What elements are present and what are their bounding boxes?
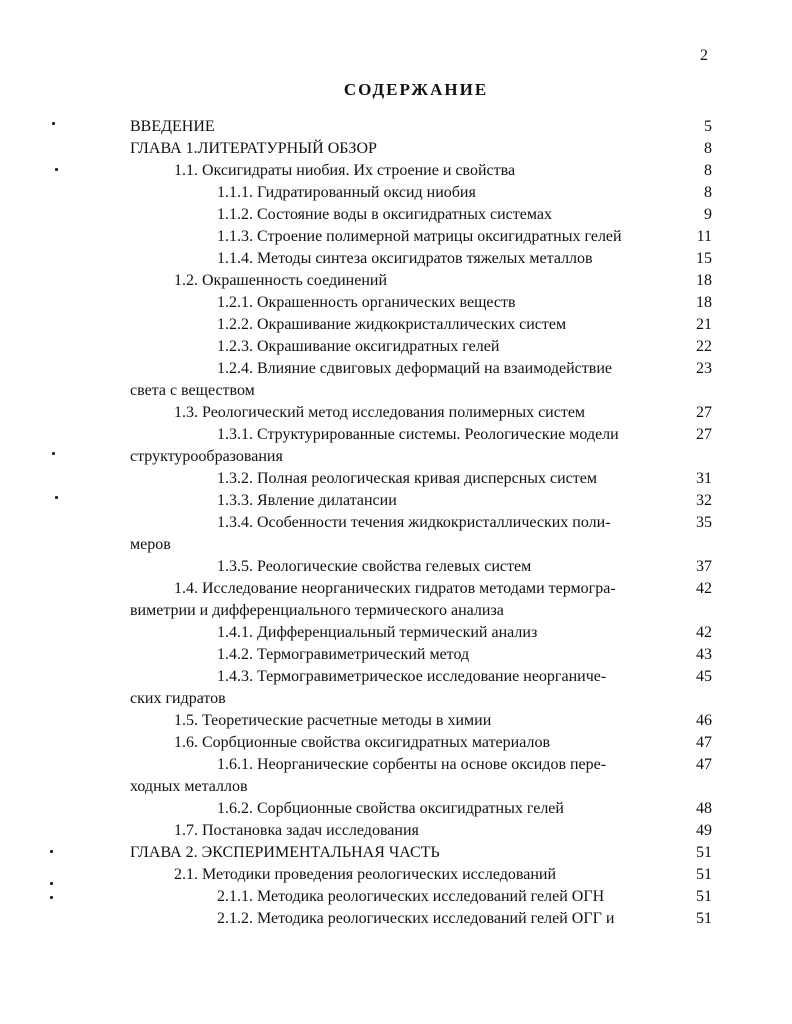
toc-entry <box>130 182 712 204</box>
toc-entry-text: 1.6.1. Неорганические сорбенты на основе оксидов пере- <box>217 756 607 773</box>
toc-entry-page: 8 <box>704 184 712 201</box>
toc-entry-page: 8 <box>704 162 712 179</box>
toc-entry-text: 1.3.2. Полная реологическая кривая дисперсных систем <box>217 470 597 487</box>
toc-entry <box>130 666 712 688</box>
toc-entry-page: 32 <box>696 492 712 509</box>
toc-entry <box>130 358 712 380</box>
page-number: 2 <box>700 47 708 64</box>
toc-entry-page: 42 <box>696 580 712 597</box>
toc-entry-text: 1.3. Реологический метод исследования полимерных систем <box>174 404 586 421</box>
toc-entry <box>130 402 712 424</box>
toc-entry-text: 1.4.1. Дифференциальный термический анализ <box>217 624 538 641</box>
toc-entry-page: 18 <box>696 294 712 311</box>
toc-entry <box>130 732 712 754</box>
scan-speck <box>52 122 55 125</box>
toc-entry-text: 1.2. Окрашенность соединений <box>174 272 388 289</box>
toc-entry-page: 27 <box>696 404 712 421</box>
toc-entry-page: 31 <box>696 470 712 487</box>
toc-entry-text: 1.3.3. Явление дилатансии <box>217 492 397 509</box>
scan-speck <box>50 896 53 899</box>
toc-entry <box>130 116 712 138</box>
toc-entry-text: ГЛАВА 2. ЭКСПЕРИМЕНТАЛЬНАЯ ЧАСТЬ <box>130 844 440 861</box>
scan-speck <box>52 452 55 455</box>
toc-entry <box>130 754 712 776</box>
toc-entry-continuation: ходных металлов <box>130 778 248 795</box>
scan-speck <box>50 882 53 885</box>
toc-entry-continuation: структурообразования <box>130 448 283 465</box>
toc-entry <box>130 908 712 930</box>
toc-entry-text: 1.5. Теоретические расчетные методы в химии <box>174 712 492 729</box>
toc-entry-text: 1.6. Сорбционные свойства оксигидратных материалов <box>174 734 550 751</box>
toc-entry-continuation: ских гидратов <box>130 690 226 707</box>
toc-entry-page: 51 <box>696 910 712 927</box>
toc-entry <box>130 226 712 248</box>
toc-entry <box>130 160 712 182</box>
toc-entry-text: 1.2.2. Окрашивание жидкокристаллических систем <box>217 316 567 333</box>
toc-entry-page: 51 <box>696 888 712 905</box>
toc-entry-page: 48 <box>696 800 712 817</box>
toc-entry <box>130 336 712 358</box>
toc-entry-text: 1.2.4. Влияние сдвиговых деформаций на взаимодействие <box>217 360 612 377</box>
toc-entry-page: 9 <box>704 206 712 223</box>
toc-entry-page: 51 <box>696 866 712 883</box>
toc-entry-text: 1.1.2. Состояние воды в оксигидратных системах <box>217 206 552 223</box>
toc-entry <box>130 512 712 534</box>
toc-entry <box>130 314 712 336</box>
toc-entry-text: 1.4. Исследование неорганических гидратов методами термогра- <box>174 580 616 597</box>
toc-entry-page: 11 <box>696 228 712 245</box>
toc-entry-text: 1.3.1. Структурированные системы. Реологические модели <box>217 426 619 443</box>
toc-entry-page: 49 <box>696 822 712 839</box>
scan-speck <box>55 496 58 499</box>
toc-entry <box>130 270 712 292</box>
toc-entry-page: 43 <box>696 646 712 663</box>
toc-entry-page: 27 <box>696 426 712 443</box>
toc-entry <box>130 886 712 908</box>
toc-entry <box>130 468 712 490</box>
toc-entry <box>130 138 712 160</box>
toc-entry-page: 51 <box>696 844 712 861</box>
scan-speck <box>55 168 58 171</box>
toc-entry-page: 46 <box>696 712 712 729</box>
toc-entry <box>130 292 712 314</box>
toc-entry-continuation: света с веществом <box>130 382 255 399</box>
toc-entry <box>130 248 712 270</box>
toc-entry-text: 1.4.2. Термогравиметрический метод <box>217 646 470 663</box>
toc-entry-text: 1.3.5. Реологические свойства гелевых систем <box>217 558 532 575</box>
toc-entry-page: 35 <box>696 514 712 531</box>
toc-entry-page: 23 <box>696 360 712 377</box>
toc-entry-page: 21 <box>696 316 712 333</box>
toc-entry <box>130 820 712 842</box>
toc-entry-text: 1.1.3. Строение полимерной матрицы оксигидратных гелей <box>217 228 622 245</box>
toc-entry <box>130 644 712 666</box>
toc-entry-text: 1.7. Постановка задач исследования <box>174 822 419 839</box>
toc-entry-text: 2.1.2. Методика реологических исследований гелей ОГГ и <box>217 910 615 927</box>
toc-entry-text: 1.6.2. Сорбционные свойства оксигидратных гелей <box>217 800 564 817</box>
toc-entry-page: 47 <box>696 734 712 751</box>
toc-entry-text: 1.2.1. Окрашенность органических веществ <box>217 294 516 311</box>
toc-entry-page: 37 <box>696 558 712 575</box>
toc-entry-page: 5 <box>704 118 712 135</box>
toc-entry-text: 1.3.4. Особенности течения жидкокристаллических поли- <box>217 514 611 531</box>
toc-entry-page: 47 <box>696 756 712 773</box>
toc-entry-page: 45 <box>696 668 712 685</box>
toc-entry-text: 1.1.4. Методы синтеза оксигидратов тяжелых металлов <box>217 250 593 267</box>
page-title: СОДЕРЖАНИЕ <box>343 80 489 99</box>
toc-entry-page: 8 <box>704 140 712 157</box>
toc-entry-continuation: виметрии и дифференциального термического анализа <box>130 602 504 619</box>
toc-entry <box>130 622 712 644</box>
toc-entry <box>130 556 712 578</box>
scan-speck <box>50 850 53 853</box>
toc-entry <box>130 710 712 732</box>
toc-entry-page: 15 <box>696 250 712 267</box>
toc-entry-text: 1.4.3. Термогравиметрическое исследование неорганиче- <box>217 668 607 685</box>
toc-entry <box>130 864 712 886</box>
toc-entry <box>130 424 712 446</box>
toc-entry <box>130 490 712 512</box>
toc-entry-page: 42 <box>696 624 712 641</box>
toc-entry-text: 2.1. Методики проведения реологических исследований <box>174 866 557 883</box>
toc-entry-text: ВВЕДЕНИЕ <box>130 118 215 135</box>
toc-entry <box>130 204 712 226</box>
toc-entry-page: 22 <box>696 338 712 355</box>
toc-entry-page: 18 <box>696 272 712 289</box>
toc-entry-text: 2.1.1. Методика реологических исследований гелей ОГН <box>217 888 605 905</box>
toc-entry-text: ГЛАВА 1.ЛИТЕРАТУРНЫЙ ОБЗОР <box>130 140 377 157</box>
toc-entry <box>130 578 712 600</box>
toc-entry-continuation: меров <box>130 536 171 553</box>
toc-entry-text: 1.1. Оксигидраты ниобия. Их строение и свойства <box>174 162 516 179</box>
toc-entry <box>130 842 712 864</box>
toc-entry-text: 1.2.3. Окрашивание оксигидратных гелей <box>217 338 500 355</box>
toc-entry <box>130 798 712 820</box>
toc-entry-text: 1.1.1. Гидратированный оксид ниобия <box>217 184 476 201</box>
